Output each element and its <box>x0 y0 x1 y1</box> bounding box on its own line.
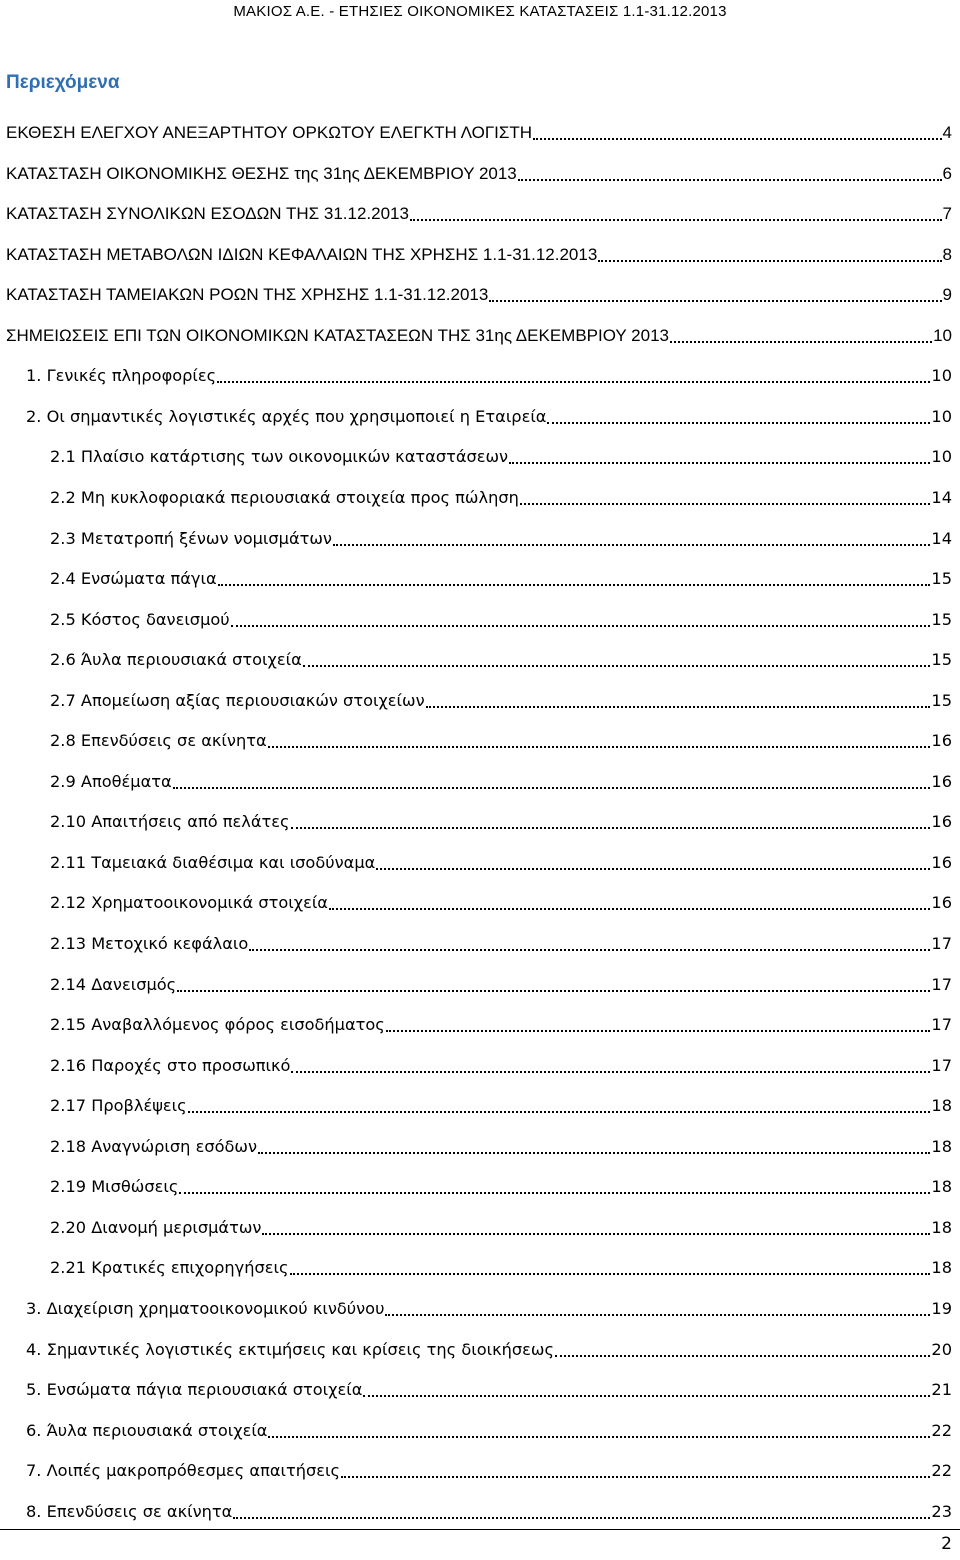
toc-entry-page: 14 <box>931 528 952 548</box>
toc-entry-page: 15 <box>931 609 952 629</box>
toc-leader-dots <box>291 826 931 829</box>
toc-entry[interactable] <box>0 848 960 874</box>
toc-entry-label: 2. Οι σημαντικές λογιστικές αρχές που χρησιμοποιεί η Εταιρεία <box>26 406 547 426</box>
toc-leader-dots <box>329 907 930 910</box>
toc-entry-page: 23 <box>931 1501 952 1521</box>
toc-entry-label: 2.17 Προβλέψεις <box>50 1096 187 1116</box>
toc-entry[interactable] <box>0 807 960 833</box>
toc-leader-dots <box>268 745 931 748</box>
toc-leader-dots <box>363 1394 930 1397</box>
toc-leader-dots <box>290 1272 931 1275</box>
toc-leader-dots <box>670 340 932 343</box>
toc-leader-dots <box>520 502 931 505</box>
toc-entry-label: ΚΑΤΑΣΤΑΣΗ ΤΑΜΕΙΑΚΩΝ ΡΟΩΝ ΤΗΣ ΧΡΗΣΗΣ 1.1-31.12.2013 <box>6 285 489 305</box>
toc-entry-label: ΚΑΤΑΣΤΑΣΗ ΣΥΝΟΛΙΚΩΝ ΕΣΟΔΩΝ ΤΗΣ 31.12.2013 <box>6 204 409 224</box>
toc-entry-label: 2.10 Απαιτήσεις από πελάτες <box>50 812 290 832</box>
toc-leader-dots <box>410 218 942 221</box>
toc-leader-dots <box>547 421 930 424</box>
toc-entry-label: ΕΚΘΕΣΗ ΕΛΕΓΧΟΥ ΑΝΕΞΑΡΤΗΤΟΥ ΟΡΚΩΤΟΥ ΕΛΕΓΚΤΗ ΛΟΓΙΣΤΗ <box>6 123 533 142</box>
toc-entry[interactable] <box>0 442 960 468</box>
toc-leader-dots <box>341 1475 930 1478</box>
toc-entry-label: 2.4 Ενσώματα πάγια <box>50 569 217 589</box>
toc-entry-page: 10 <box>933 325 952 345</box>
toc-entry-label: 2.12 Χρηματοοικονομικά στοιχεία <box>50 893 328 913</box>
toc-leader-dots <box>333 543 930 546</box>
toc-entry-page: 4 <box>942 123 952 142</box>
toc-entry-label: 2.6 Άυλα περιουσιακά στοιχεία <box>50 650 302 670</box>
toc-entry-page: 18 <box>931 1258 952 1278</box>
toc-entry[interactable] <box>0 280 960 306</box>
toc-entry[interactable] <box>0 1375 960 1401</box>
toc-entry-page: 18 <box>931 1096 952 1116</box>
toc-entry[interactable] <box>0 686 960 712</box>
page-number: 2 <box>941 1534 952 1554</box>
toc-entry[interactable] <box>0 605 960 631</box>
toc-entry-label: 8. Επενδύσεις σε ακίνητα <box>26 1501 233 1521</box>
toc-leader-dots <box>179 1191 930 1194</box>
toc-leader-dots <box>376 867 930 870</box>
toc-entry-label: 2.5 Κόστος δανεισμού <box>50 609 230 629</box>
toc-entry[interactable] <box>0 1051 960 1077</box>
toc-title: Περιεχόμενα <box>6 72 120 93</box>
toc-entry-label: 3. Διαχείριση χρηματοοικονομικού κινδύνου <box>26 1298 385 1318</box>
toc-entry-page: 22 <box>931 1420 952 1440</box>
toc-leader-dots <box>218 583 931 586</box>
toc-entry[interactable] <box>0 767 960 793</box>
toc-leader-dots <box>258 1151 930 1154</box>
toc-leader-dots <box>598 259 941 262</box>
toc-entry[interactable] <box>0 118 960 144</box>
toc-entry-label: 2.20 Διανομή μερισμάτων <box>50 1217 262 1237</box>
toc-entry-page: 17 <box>931 934 952 953</box>
toc-entry[interactable] <box>0 402 960 428</box>
toc-leader-dots <box>268 1435 930 1438</box>
toc-entry-page: 10 <box>931 406 952 426</box>
toc-entry-page: 16 <box>931 771 952 791</box>
toc-entry-label: 2.18 Αναγνώριση εσόδων <box>50 1136 257 1156</box>
toc-entry-label: 2.3 Μετατροπή ξένων νομισμάτων <box>50 528 332 548</box>
toc-leader-dots <box>177 989 930 992</box>
toc-entry-page: 6 <box>942 163 952 183</box>
toc-entry-page: 18 <box>931 1136 952 1156</box>
toc-leader-dots <box>217 380 930 383</box>
toc-entry[interactable] <box>0 929 960 955</box>
toc-entry-label: ΚΑΤΑΣΤΑΣΗ ΟΙΚΟΝΟΜΙΚΗΣ ΘΕΣΗΣ της 31ης ΔΕΚΕΜΒΡΙΟΥ 2013 <box>6 163 517 183</box>
toc-entry-label: 2.19 Μισθώσεις <box>50 1177 179 1197</box>
toc-entry[interactable] <box>0 1010 960 1036</box>
toc-entry-page: 10 <box>931 366 952 386</box>
toc-entry-label: 2.8 Επενδύσεις σε ακίνητα <box>50 731 267 751</box>
toc-entry-page: 9 <box>942 285 952 305</box>
toc-entry-page: 16 <box>931 852 952 872</box>
toc-entry-label: 1. Γενικές πληροφορίες <box>26 366 217 386</box>
toc-entry-page: 16 <box>931 812 952 832</box>
toc-entry-label: ΣΗΜΕΙΩΣΕΙΣ ΕΠΙ ΤΩΝ ΟΙΚΟΝΟΜΙΚΩΝ ΚΑΤΑΣΤΑΣΕΩΝ ΤΗΣ 31ης ΔΕΚΕΜΒΡΙΟΥ 2013 <box>6 325 669 345</box>
toc-entry-label: ΚΑΤΑΣΤΑΣΗ ΜΕΤΑΒΟΛΩΝ ΙΔΙΩΝ ΚΕΦΑΛΑΙΩΝ ΤΗΣ ΧΡΗΣΗΣ 1.1-31.12.2013 <box>6 244 598 264</box>
toc-leader-dots <box>386 1029 931 1032</box>
toc-leader-dots <box>555 1354 930 1357</box>
toc-leader-dots <box>533 137 941 140</box>
toc-leader-dots <box>231 624 931 627</box>
toc-entry-page: 15 <box>931 690 952 710</box>
toc-entry[interactable] <box>0 1456 960 1482</box>
toc-entry[interactable] <box>0 1294 960 1320</box>
toc-entry[interactable] <box>0 361 960 387</box>
toc-entry[interactable] <box>0 240 960 266</box>
toc-leader-dots <box>188 1110 931 1113</box>
toc-entry[interactable] <box>0 564 960 590</box>
toc-entry-label: 2.21 Κρατικές επιχορηγήσεις <box>50 1258 289 1278</box>
toc-leader-dots <box>303 664 931 667</box>
toc-entry-page: 19 <box>931 1298 952 1318</box>
toc-entry[interactable] <box>0 1335 960 1361</box>
toc-entry-page: 20 <box>931 1339 952 1359</box>
toc-entry[interactable] <box>0 1132 960 1158</box>
toc-entry-page: 17 <box>931 1015 952 1035</box>
toc-entry-page: 8 <box>942 244 952 264</box>
toc-entry[interactable] <box>0 199 960 225</box>
toc-entry[interactable] <box>0 1416 960 1442</box>
toc-leader-dots <box>509 461 930 464</box>
toc-entry-page: 18 <box>931 1177 952 1197</box>
toc-entry-label: 7. Λοιπές μακροπρόθεσμες απαιτήσεις <box>26 1461 340 1481</box>
toc-entry-page: 16 <box>931 731 952 751</box>
toc-entry-page: 15 <box>931 650 952 670</box>
toc-entry-page: 22 <box>931 1461 952 1481</box>
toc-entry-page: 21 <box>931 1380 952 1400</box>
toc-entry-label: 2.11 Ταμειακά διαθέσιμα και ισοδύναμα <box>50 852 376 872</box>
footer-rule <box>0 1529 960 1530</box>
toc-entry-label: 5. Ενσώματα πάγια περιουσιακά στοιχεία <box>26 1380 363 1400</box>
toc-leader-dots <box>518 178 942 181</box>
toc-entry-label: 2.1 Πλαίσιο κατάρτισης των οικονομικών καταστάσεων <box>50 447 509 467</box>
toc-entry-page: 17 <box>931 1055 952 1075</box>
toc-entry-label: 4. Σημαντικές λογιστικές εκτιμήσεις και κρίσεις της διοικήσεως <box>26 1339 554 1359</box>
toc-entry[interactable] <box>0 159 960 185</box>
toc-entry[interactable] <box>0 1091 960 1117</box>
toc-entry[interactable] <box>0 1213 960 1239</box>
toc-entry-page: 18 <box>931 1217 952 1237</box>
toc-entry-page: 10 <box>931 447 952 467</box>
toc-entry-label: 2.15 Αναβαλλόμενος φόρος εισοδήματος <box>50 1015 385 1035</box>
toc-entry[interactable] <box>0 321 960 347</box>
toc-entry-page: 16 <box>931 893 952 913</box>
toc-entry[interactable] <box>0 524 960 550</box>
toc-leader-dots <box>249 948 930 951</box>
document-header: ΜΑΚΙΟΣ Α.Ε. - ΕΤΗΣΙΕΣ ΟΙΚΟΝΟΜΙΚΕΣ ΚΑΤΑΣΤΑΣΕΙΣ 1.1-31.12.2013 <box>233 3 727 20</box>
toc-leader-dots <box>262 1232 930 1235</box>
toc-entry[interactable] <box>0 483 960 509</box>
toc-entry-label: 2.7 Απομείωση αξίας περιουσιακών στοιχείων <box>50 690 425 710</box>
toc-leader-dots <box>489 299 941 302</box>
toc-entry-label: 6. Άυλα περιουσιακά στοιχεία <box>26 1420 268 1440</box>
toc-leader-dots <box>426 705 931 708</box>
toc-entry[interactable] <box>0 888 960 914</box>
toc-entry-label: 2.16 Παροχές στο προσωπικό <box>50 1055 291 1075</box>
toc-entry-page: 17 <box>931 974 952 994</box>
toc-entry-label: 2.14 Δανεισμός <box>50 974 177 994</box>
toc-entry[interactable] <box>0 1172 960 1198</box>
toc-entry-page: 15 <box>931 569 952 589</box>
toc-leader-dots <box>385 1313 930 1316</box>
toc-entry-page: 14 <box>931 487 952 507</box>
toc-entry[interactable] <box>0 1497 960 1523</box>
toc-entry-page: 7 <box>942 204 952 224</box>
toc-entry[interactable] <box>0 726 960 752</box>
toc-leader-dots <box>173 786 931 789</box>
toc-entry-label: 2.9 Αποθέματα <box>50 771 172 791</box>
toc-entry-label: 2.2 Μη κυκλοφοριακά περιουσιακά στοιχεία προς πώληση <box>50 487 519 507</box>
toc-leader-dots <box>233 1516 930 1519</box>
toc-entry[interactable] <box>0 1253 960 1279</box>
toc-entry[interactable] <box>0 970 960 996</box>
toc-entry-label: 2.13 Μετοχικό κεφάλαιο <box>50 934 249 953</box>
toc-entry[interactable] <box>0 645 960 671</box>
toc-leader-dots <box>291 1070 930 1073</box>
